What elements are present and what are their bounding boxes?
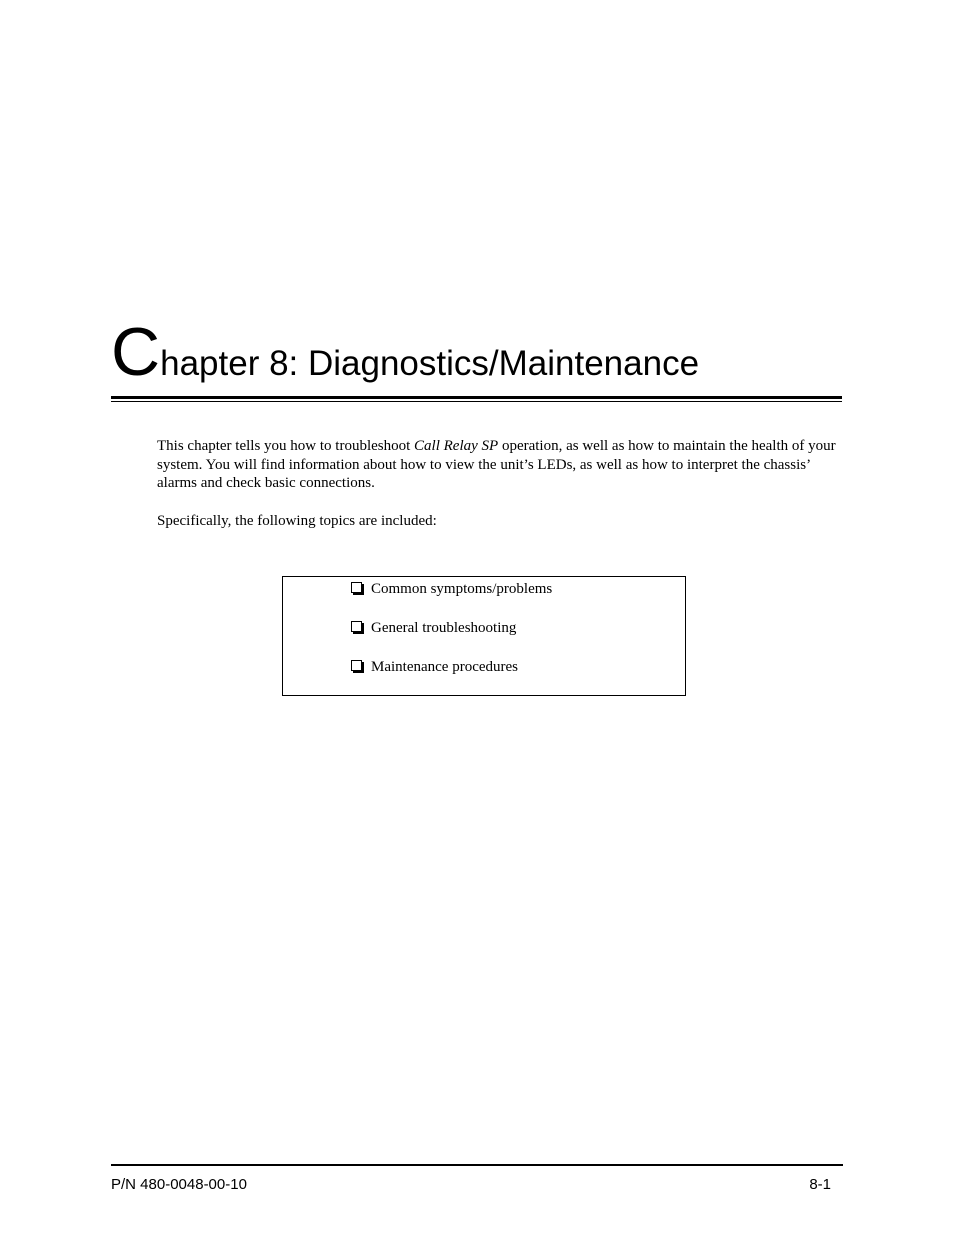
topic-label: Common symptoms/problems — [371, 581, 553, 597]
topic-label: General troubleshooting — [371, 620, 517, 636]
topic-item — [351, 658, 518, 676]
footer-page-number: 8-1 — [809, 1176, 831, 1193]
chapter-title — [111, 314, 851, 390]
topics-box — [282, 576, 686, 696]
footer-rule — [111, 1164, 843, 1166]
topics-lead-in: Specifically, the following topics are included: — [157, 513, 437, 529]
footer-part-number: P/N 480-0048-00-10 — [111, 1176, 247, 1193]
intro-text-start: This chapter tells you how to troubleshoot — [157, 438, 415, 454]
checkbox-icon — [351, 660, 362, 671]
title-rule-thick — [111, 396, 842, 399]
intro-paragraph — [157, 437, 837, 493]
checkbox-icon — [351, 582, 362, 593]
chapter-title-text: hapter 8: Diagnostics/Maintenance — [160, 344, 700, 383]
topic-item — [351, 580, 552, 598]
topic-item — [351, 619, 516, 637]
topic-label: Maintenance procedures — [371, 659, 519, 675]
checkbox-icon — [351, 621, 362, 632]
title-rule-thin — [111, 401, 842, 402]
chapter-title-initial: C — [111, 314, 161, 390]
product-name: Call Relay SP — [414, 438, 499, 454]
intro-text-end: operation, as well as how to maintain the health of your system. You will find information about how to view the unit’s LEDs, as well as how to interpret the chassis’ alarms and check basic connections. — [157, 438, 836, 491]
